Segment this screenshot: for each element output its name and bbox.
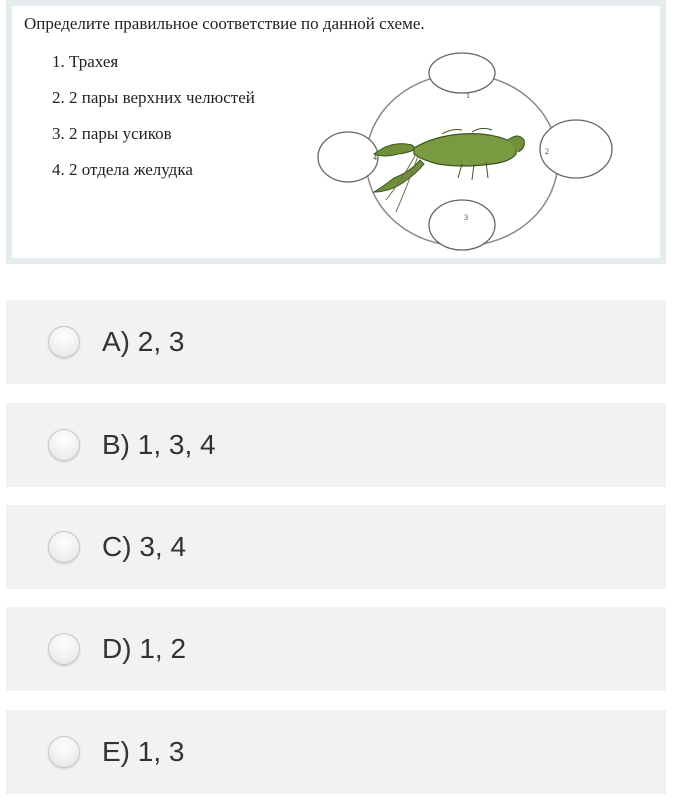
- question-item: 3. 2 пары усиков: [52, 124, 172, 143]
- radio-button[interactable]: [48, 429, 80, 461]
- diagram-circle-3: [429, 200, 495, 250]
- diagram-circle-4: [318, 132, 378, 182]
- radio-button[interactable]: [48, 531, 80, 563]
- answer-option-label: A) 2, 3: [102, 326, 185, 357]
- radio-button[interactable]: [48, 736, 80, 768]
- diagram-number-2: 2: [545, 147, 549, 156]
- crayfish-diagram: [312, 50, 622, 260]
- answer-option-e[interactable]: [6, 710, 666, 794]
- diagram-number-3: 3: [464, 213, 468, 222]
- diagram-circle-1: [429, 53, 495, 93]
- radio-button[interactable]: [48, 633, 80, 665]
- diagram-number-4: 4: [373, 153, 377, 162]
- answer-option-a[interactable]: [6, 300, 666, 384]
- answer-option-b[interactable]: [6, 403, 666, 487]
- question-card: [6, 0, 666, 264]
- answer-option-c[interactable]: [6, 505, 666, 589]
- question-title: Определите правильное соответствие по данной схеме.: [24, 14, 425, 33]
- question-item: 2. 2 пары верхних челюстей: [52, 88, 255, 107]
- answer-option-label: B) 1, 3, 4: [102, 429, 216, 460]
- diagram-circle-2: [540, 120, 612, 178]
- radio-button[interactable]: [48, 326, 80, 358]
- crayfish-illustration: [374, 128, 524, 212]
- answer-option-label: E) 1, 3: [102, 736, 185, 767]
- answer-option-label: D) 1, 2: [102, 633, 187, 664]
- answer-option-label: C) 3, 4: [102, 531, 187, 562]
- question-item: 1. Трахея: [52, 52, 119, 71]
- diagram-number-1: 1: [466, 91, 470, 100]
- answer-option-d[interactable]: [6, 607, 666, 691]
- question-item: 4. 2 отдела желудка: [52, 160, 193, 179]
